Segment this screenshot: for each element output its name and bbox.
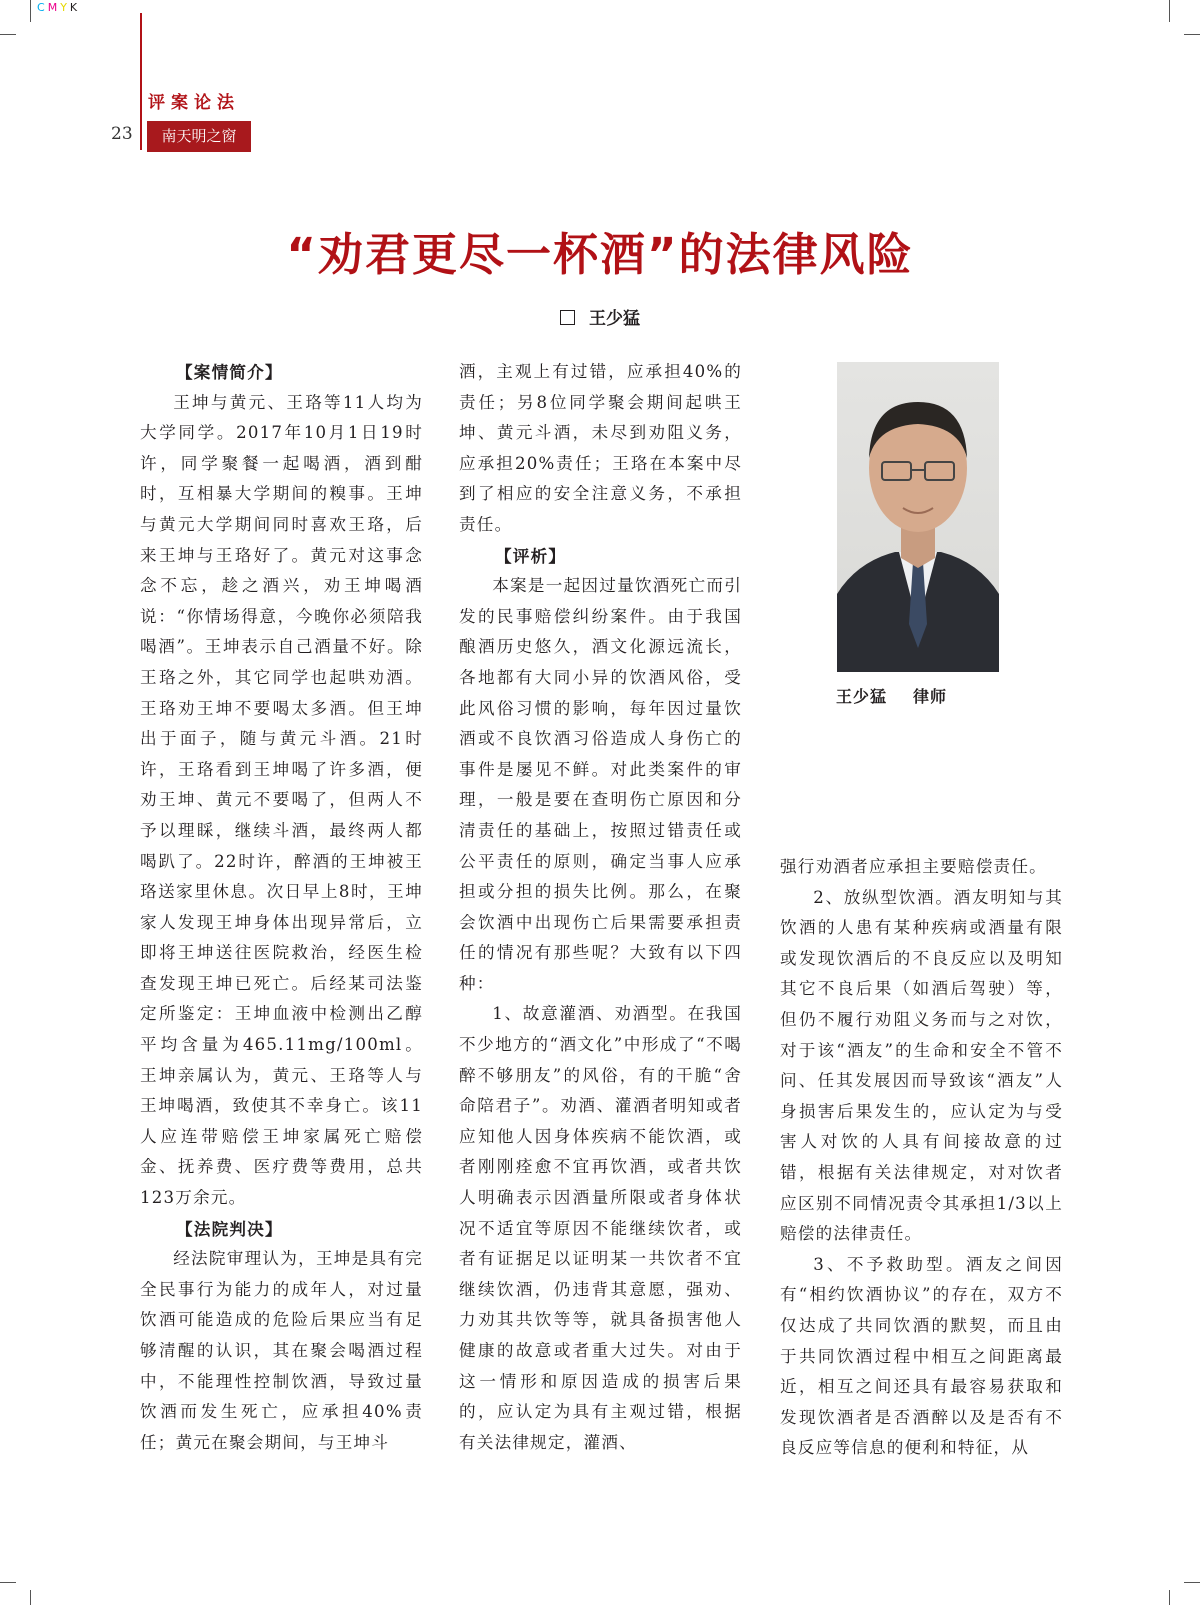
paragraph: 2、放纵型饮酒。酒友明知与其饮酒的人患有某种疾病或酒量有限或发现饮酒后的不良反应以及明知其它不良后果（如酒后驾驶）等，但仍不履行劝阻义务而与之对饮，对于该“酒友”的生命和安全不管不问、任其发展因而导致该“酒友”人身损害后果发生的，应认定为与受害人对饮的人具有间接故意的过错，根据有关法律规定，对对饮者应区别不同情况责令其承担1/3以上赔偿的法律责任。: [780, 887, 1063, 1244]
author-name: 王少猛: [589, 309, 640, 329]
cmyk-y: Y: [60, 1, 70, 14]
cmyk-k: K: [69, 1, 81, 14]
portrait-illustration: [837, 362, 999, 672]
section-heading: 【案情简介】: [176, 362, 283, 382]
crop-mark: [1184, 34, 1200, 35]
paragraph: 3、不予救助型。酒友之间因有“相约饮酒协议”的存在，双方不仅达成了共同饮酒的默契，而且由于共同饮酒过程中相互之间距离最近，相互之间还具有最容易获取和发现饮酒者是否酒醉以及是否有不良反应等信息的便利和特征，从: [780, 1254, 1063, 1458]
square-icon: [560, 310, 575, 325]
paragraph: 王坤与黄元、王珞等11人均为大学同学。2017年10月1日19时许，同学聚餐一起喝酒，酒到酣时，互相暴大学期间的糗事。王坤与黄元大学期间同时喜欢王珞，后来王坤与王珞好了。黄元对这事念念不忘，趁之酒兴，劝王坤喝酒说：“你情场得意，今晚你必须陪我喝酒”。王坤表示自己酒量不好。除王珞之外，其它同学也起哄劝酒。王珞劝王坤不要喝太多酒。但王坤出于面子，随与黄元斗酒。21时许，王珞看到王坤喝了许多酒，便劝王坤、黄元不要喝了，但两人不予以理睬，继续斗酒，最终两人都喝趴了。22时许，醉酒的王坤被王珞送家里休息。次日早上8时，王坤家人发现王坤身体出现异常后，立即将王坤送往医院救治，经医生检查发现王坤已死亡。后经某司法鉴定所鉴定：王坤血液中检测出乙醇平均含量为465.11mg/100ml。王坤亲属认为，黄元、王珞等人与王坤喝酒，致使其不幸身亡。该11人应连带赔偿王坤家属死亡赔偿金、抚养费、医疗费等费用，总共123万余元。: [140, 392, 423, 1208]
author-portrait: [837, 362, 999, 672]
column-3: [780, 852, 1063, 1464]
article-title: “劝君更尽一杯酒”的法律风险: [286, 228, 914, 281]
crop-mark: [1184, 1582, 1200, 1583]
column-1: [140, 357, 423, 1458]
section-heading: 【评析】: [495, 545, 567, 566]
paragraph: 经法院审理认为，王坤是具有完全民事行为能力的成年人，对过量饮酒可能造成的危险后果应当有足够清醒的认识，其在聚会喝酒过程中，不能理性控制饮酒，导致过量饮酒而发生死亡，应承担40%责任；黄元在聚会期间，与王坤斗: [140, 1249, 423, 1452]
paragraph: 酒，主观上有过错，应承担40%的责任；另8位同学聚会期间起哄王坤、黄元斗酒，未尽到劝阻义务，应承担20%责任；王珞在本案中尽到了相应的安全注意义务，不承担责任。: [459, 362, 742, 534]
paragraph: 本案是一起因过量饮酒死亡而引发的民事赔偿纠纷案件。由于我国酿酒历史悠久，酒文化源远流长，各地都有大同小异的饮酒风俗，受此风俗习惯的影响，每年因过量饮酒或不良饮酒习俗造成人身伤亡的事件是屡见不鲜。对此类案件的审理，一般是要在查明伤亡原因和分清责任的基础上，按照过错责任或公平责任的原则，确定当事人应承担或分担的损失比例。那么，在聚会饮酒中出现伤亡后果需要承担责任的情况有那些呢？大致有以下四种：: [459, 576, 742, 993]
crop-mark: [1169, 1590, 1170, 1605]
caption-role: 律师: [913, 687, 948, 706]
cmyk-marks: [37, 1, 80, 14]
photo-caption: [836, 684, 947, 707]
crop-mark: [30, 0, 31, 22]
crop-mark: [0, 34, 16, 35]
section-title: 评案论法: [148, 93, 240, 113]
crop-mark: [30, 1590, 31, 1605]
crop-mark: [0, 1582, 16, 1583]
cmyk-c: C: [37, 1, 48, 14]
caption-name: 王少猛: [836, 687, 888, 706]
column-2: [459, 357, 742, 1458]
paragraph: 1、故意灌酒、劝酒型。在我国不少地方的“酒文化”中形成了“不喝醉不够朋友”的风俗，有的干脆“舍命陪君子”。劝酒、灌酒者明知或者应知他人因身体疾病不能饮酒，或者刚刚痊愈不宜再饮酒，或者共饮人明确表示因酒量所限或者身体状况不适宜等原因不能继续饮者，或者有证据足以证明某一共饮者不宜继续饮酒，仍违背其意愿，强劝、力劝其共饮等等，就具备损害他人健康的故意或者重大过失。对由于这一情形和原因造成的损害后果的，应认定为具有主观过错，根据有关法律规定，灌酒、: [459, 1004, 742, 1452]
paragraph: 强行劝酒者应承担主要赔偿责任。: [780, 857, 1047, 876]
crop-mark: [1169, 0, 1170, 22]
page-number: 23: [111, 124, 133, 144]
section-heading: 【法院判决】: [176, 1218, 283, 1239]
column-name-badge: 南天明之窗: [147, 121, 251, 152]
byline: [0, 304, 1200, 329]
cmyk-m: M: [47, 1, 61, 14]
header-rule: [140, 13, 142, 150]
